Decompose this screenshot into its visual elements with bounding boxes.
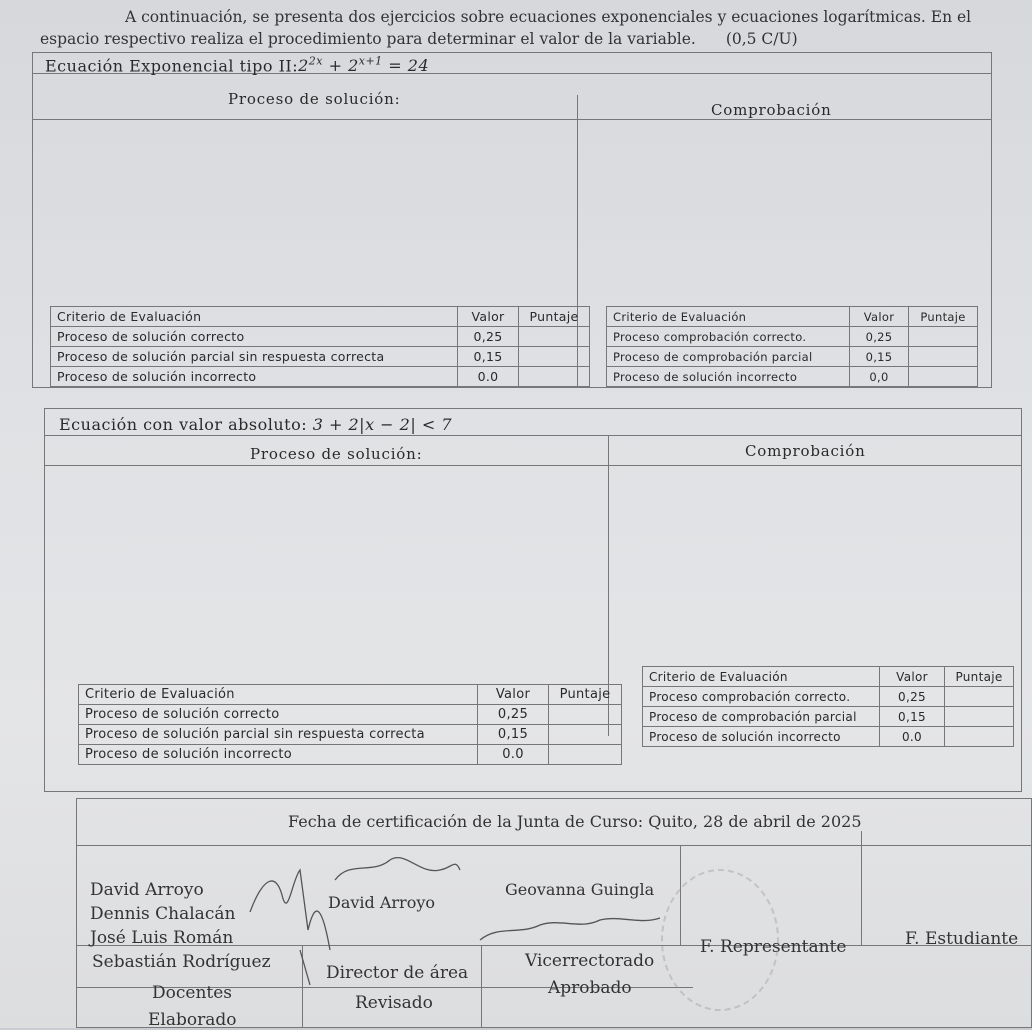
score-cell[interactable] xyxy=(519,327,590,347)
vice-label: Vicerrectorado xyxy=(525,951,655,971)
teacher-name: Dennis Chalacán xyxy=(90,904,236,924)
score-cell[interactable] xyxy=(945,727,1014,747)
score-cell[interactable] xyxy=(519,347,590,367)
revisado-label: Revisado xyxy=(355,993,433,1013)
exercise-1-title: Ecuación Exponencial tipo $II:2^{2x} + 2^{x+1} = 24$ xyxy=(45,55,430,76)
score-cell[interactable] xyxy=(909,367,978,387)
director-name: David Arroyo xyxy=(328,893,436,912)
exercise-2-solution-area[interactable] xyxy=(45,467,608,687)
score-cell[interactable] xyxy=(549,725,622,745)
exercise-2-check-area[interactable] xyxy=(610,467,1020,667)
exercise-2-process-heading: Proceso de solución: xyxy=(250,445,423,463)
elaborado-label: Elaborado xyxy=(148,1010,237,1030)
score-per-item: (0,5 C/U) xyxy=(725,30,798,48)
student-label: F. Estudiante xyxy=(905,929,1019,949)
score-cell[interactable] xyxy=(909,347,978,367)
exercise-2-rubric-check: Criterio de Evaluación Valor Puntaje Proceso comprobación correcto. 0,25 Proceso de comprobación parcial 0,15 Proceso de solución incorrecto 0.0 xyxy=(642,666,1014,747)
teacher-name: José Luis Román xyxy=(90,928,234,948)
instructions-line-2: espacio respectivo realiza el procedimiento para determinar el valor de la variable. xyxy=(40,30,696,48)
exercise-1-rubric-check: Criterio de Evaluación Valor Puntaje Proceso comprobación correcto. 0,25 Proceso de comprobación parcial 0,15 Proceso de solución incorrecto 0,0 xyxy=(606,306,978,387)
exercise-2-check-heading: Comprobación xyxy=(745,442,866,460)
score-cell[interactable] xyxy=(909,327,978,347)
exercise-1-check-heading: Comprobación xyxy=(711,101,832,119)
exercise-2-title: Ecuación con valor absoluto: 3 + 2|x − 2| < 7 xyxy=(59,415,452,434)
exercise-1-solution-area[interactable] xyxy=(33,120,577,304)
score-cell[interactable] xyxy=(945,707,1014,727)
vice-name: Geovanna Guingla xyxy=(505,880,655,899)
score-cell[interactable] xyxy=(549,705,622,725)
teacher-name: David Arroyo xyxy=(90,880,204,900)
instructions xyxy=(40,6,1000,50)
score-cell[interactable] xyxy=(519,367,590,387)
aprobado-label: Aprobado xyxy=(548,978,632,998)
exercise-1-process-heading: Proceso de solución: xyxy=(228,90,401,108)
score-cell[interactable] xyxy=(549,745,622,765)
exercise-2-rubric-solution: Criterio de Evaluación Valor Puntaje Proceso de solución correcto 0,25 Proceso de solución parcial sin respuesta correcta 0,15 Proceso de solución incorrecto 0.0 xyxy=(78,684,622,765)
certification-date: Fecha de certificación de la Junta de Curso: Quito, 28 de abril de 2025 xyxy=(288,812,862,831)
director-label: Director de área xyxy=(326,963,469,983)
representative-signature-area[interactable] xyxy=(682,846,858,926)
instructions-line-1: A continuación, se presenta dos ejercicios sobre ecuaciones exponenciales y ecuaciones logarítmicas. En el xyxy=(125,8,972,26)
score-cell[interactable] xyxy=(945,687,1014,707)
exercise-1-check-area[interactable] xyxy=(579,120,989,304)
representative-label: F. Representante xyxy=(700,937,847,957)
docentes-label: Docentes xyxy=(152,983,233,1003)
student-signature-area[interactable] xyxy=(862,836,1028,926)
teacher-name: Sebastián Rodríguez xyxy=(92,952,271,972)
exercise-1-rubric-solution: Criterio de Evaluación Valor Puntaje Proceso de solución correcto 0,25 Proceso de solución parcial sin respuesta correcta 0,15 Proceso de solución incorrecto 0.0 xyxy=(50,306,590,387)
